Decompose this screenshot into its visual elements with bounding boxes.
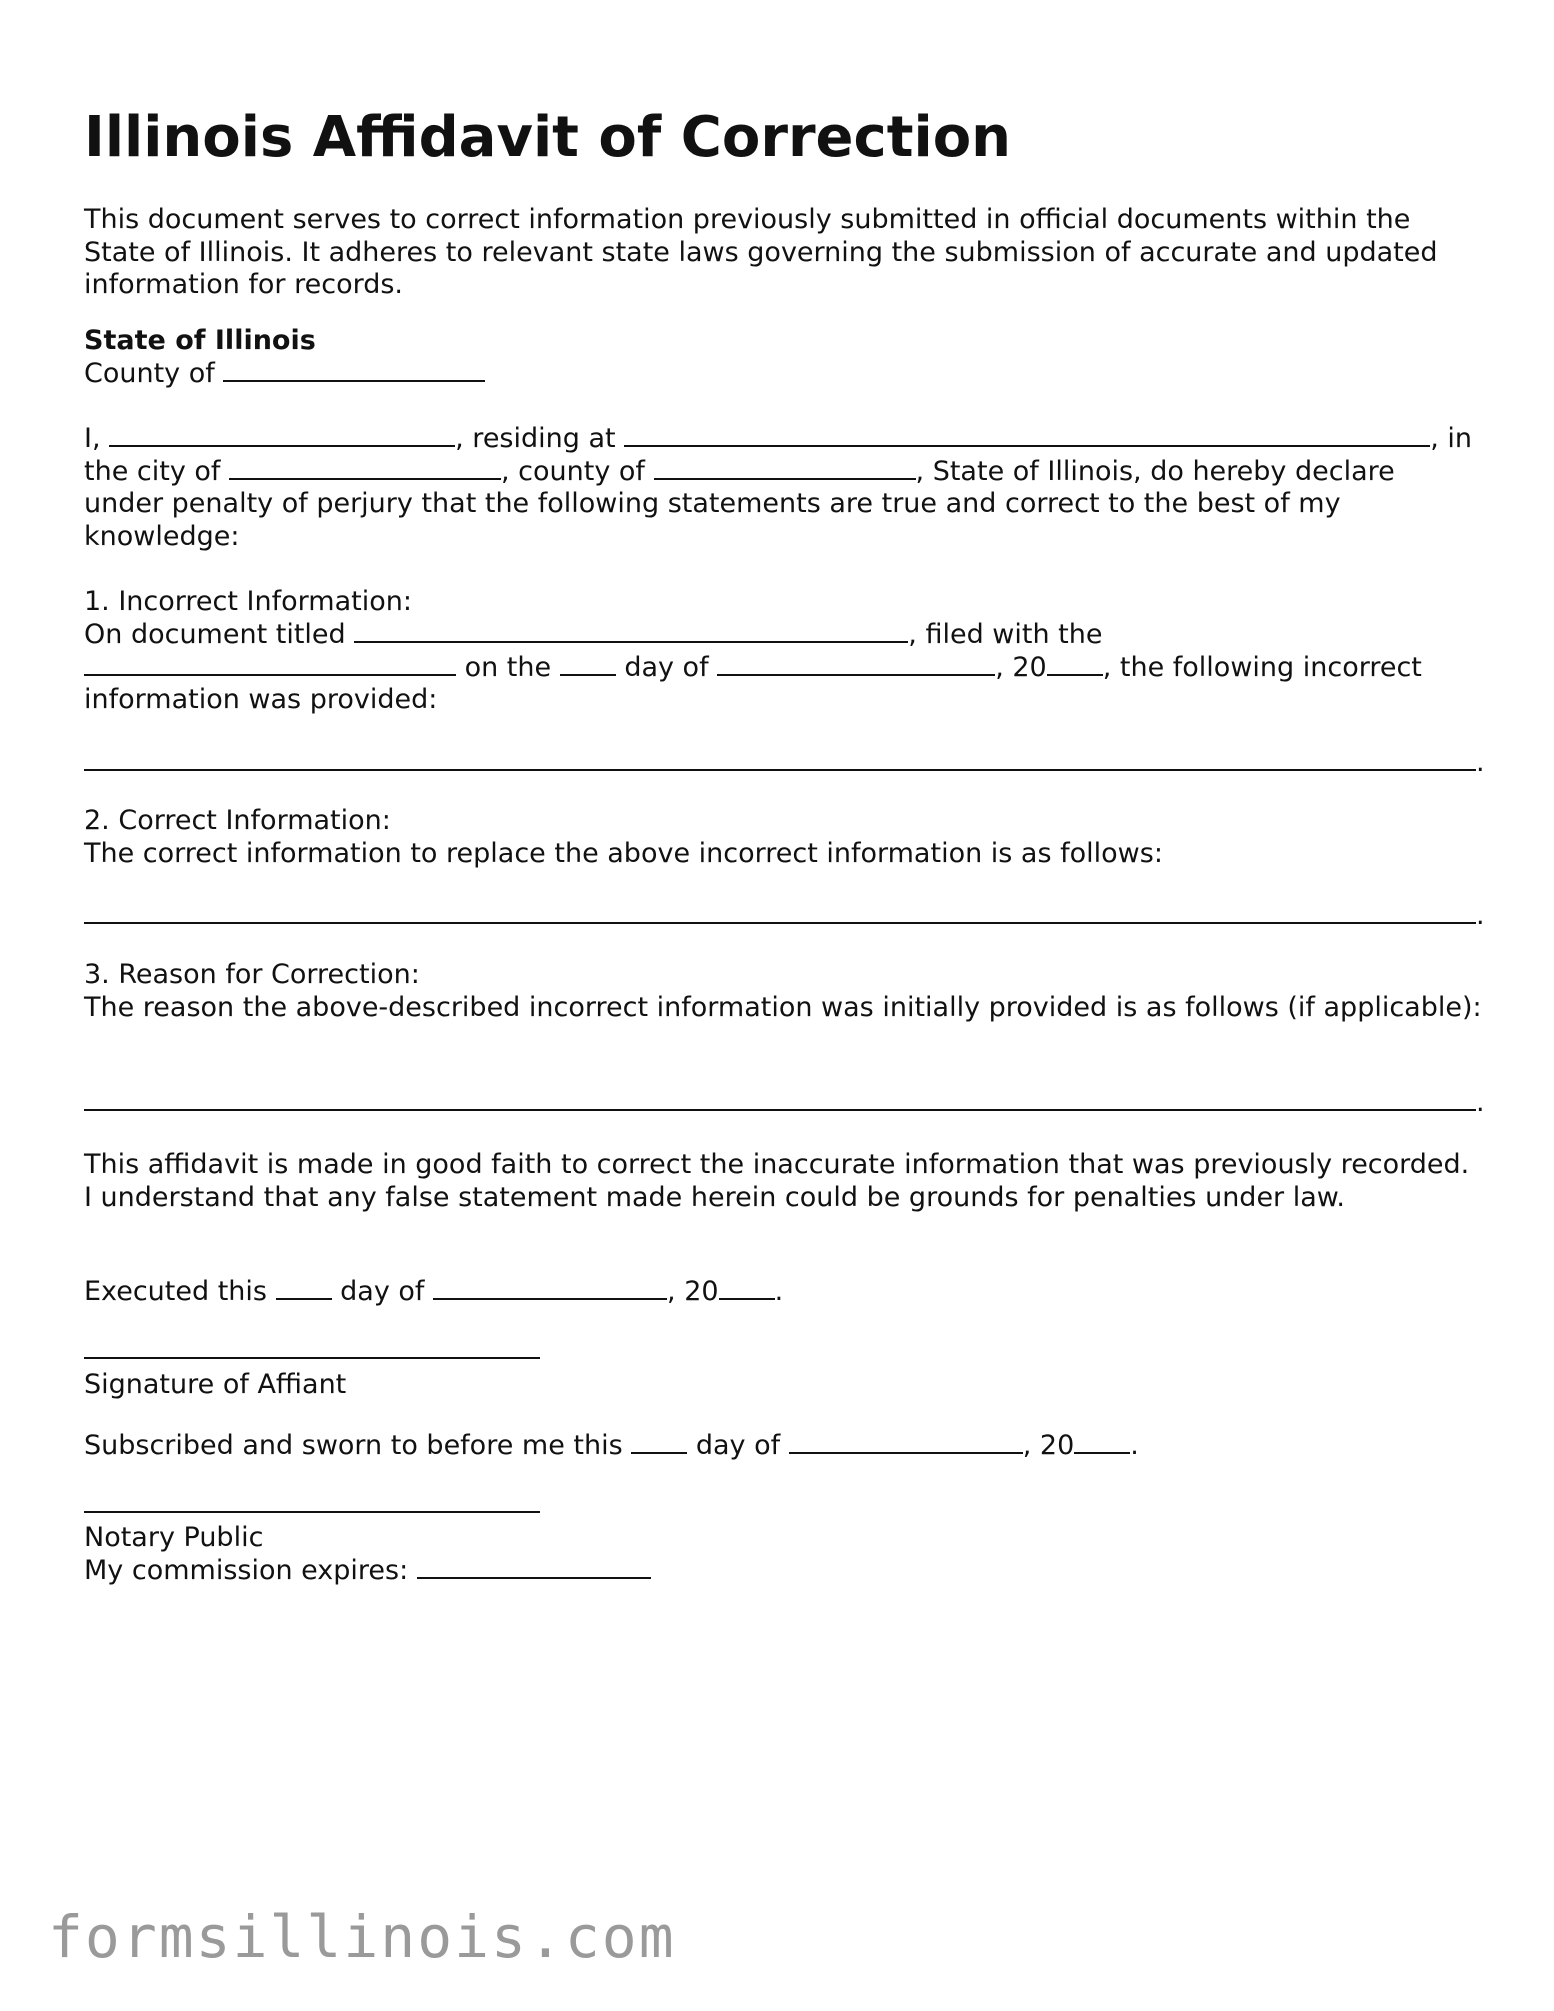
residing-at-label: , residing at xyxy=(455,423,616,454)
sworn-period: . xyxy=(1130,1430,1139,1461)
sworn-day-of: day of xyxy=(695,1430,781,1461)
commission-label: My commission expires: xyxy=(84,1555,409,1586)
county-of-label: , county of xyxy=(501,456,645,487)
document-title-blank[interactable] xyxy=(354,640,908,643)
notary-signature-line xyxy=(84,1489,1484,1522)
correct-info-blank[interactable] xyxy=(84,921,1476,924)
reason-blank[interactable] xyxy=(84,1108,1476,1111)
line-period: . xyxy=(1476,1087,1485,1118)
state-declare-text: , State of Illinois, do hereby declare xyxy=(915,456,1395,487)
section1-line-1 xyxy=(84,619,1484,652)
residence-address-blank[interactable] xyxy=(624,444,1430,447)
section2-text: The correct information to replace the above incorrect information is as follows: xyxy=(84,838,1163,869)
incorrect-info-blank[interactable] xyxy=(84,768,1476,771)
filed-with-label: , filed with the xyxy=(908,619,1103,650)
declaration-line-1 xyxy=(84,423,1484,456)
executed-line xyxy=(84,1276,1484,1309)
section1-line-3: information was provided: xyxy=(84,684,438,715)
executed-year-prefix: , 20 xyxy=(667,1276,719,1307)
reason-line xyxy=(84,1087,1484,1120)
sworn-year-blank[interactable] xyxy=(1074,1451,1130,1454)
filed-day-blank[interactable] xyxy=(560,673,616,676)
filed-month-blank[interactable] xyxy=(717,673,995,676)
executed-day-blank[interactable] xyxy=(276,1297,332,1300)
sworn-month-blank[interactable] xyxy=(789,1451,1023,1454)
section2-heading: 2. Correct Information: xyxy=(84,805,391,836)
section3-text: The reason the above-described incorrect information was initially provided is as follows (if applicable): xyxy=(84,992,1482,1023)
executed-month-blank[interactable] xyxy=(433,1297,667,1300)
commission-line xyxy=(84,1555,1484,1588)
county-of-blank[interactable] xyxy=(654,477,916,480)
city-label: the city of xyxy=(84,456,221,487)
signature-line xyxy=(84,1335,1484,1368)
sworn-label: Subscribed and sworn to before me this xyxy=(84,1430,623,1461)
in-label: , in xyxy=(1430,423,1472,454)
intro-paragraph: This document serves to correct information previously submitted in official documents within the State of Illinois. It adheres to relevant state laws governing the submission of accurate and updated information for records. xyxy=(84,204,1438,300)
affiant-name-blank[interactable] xyxy=(109,444,455,447)
watermark-text: formsillinois.com xyxy=(48,1903,676,1971)
declaration-i: I, xyxy=(84,423,101,454)
following-label: , the following incorrect xyxy=(1102,652,1422,683)
county-label: County of xyxy=(84,358,215,389)
section1-heading: 1. Incorrect Information: xyxy=(84,586,412,617)
section3-heading: 3. Reason for Correction: xyxy=(84,959,420,990)
filed-year-blank[interactable] xyxy=(1047,673,1103,676)
notary-label: Notary Public xyxy=(84,1522,264,1553)
executed-day-of: day of xyxy=(340,1276,425,1307)
city-blank[interactable] xyxy=(229,477,501,480)
correct-info-line xyxy=(84,900,1484,933)
sworn-line xyxy=(84,1430,1484,1463)
section1-line-2 xyxy=(84,652,1484,685)
sworn-year-prefix: , 20 xyxy=(1022,1430,1075,1461)
state-label: State of Illinois xyxy=(84,325,316,356)
document-title: Illinois Affidavit of Correction xyxy=(84,105,1012,170)
commission-date-blank[interactable] xyxy=(417,1576,651,1579)
line-period: . xyxy=(1476,747,1485,778)
signature-label: Signature of Affiant xyxy=(84,1369,347,1400)
line-period: . xyxy=(1476,900,1485,931)
executed-year-blank[interactable] xyxy=(719,1297,775,1300)
sworn-day-blank[interactable] xyxy=(631,1451,687,1454)
doc-titled-label: On document titled xyxy=(84,619,346,650)
county-line xyxy=(84,358,1484,391)
declaration-rest: under penalty of perjury that the following statements are true and correct to the best of my knowledge: xyxy=(84,488,1341,552)
county-blank[interactable] xyxy=(223,379,485,382)
notary-signature-blank[interactable] xyxy=(84,1510,540,1513)
good-faith-paragraph: This affidavit is made in good faith to correct the inaccurate information that was previously recorded. I understand that any false statement made herein could be grounds for penalties under law. xyxy=(84,1149,1470,1213)
year-prefix: , 20 xyxy=(995,652,1047,683)
day-of-label: day of xyxy=(624,652,709,683)
executed-period: . xyxy=(774,1276,784,1307)
filed-with-blank[interactable] xyxy=(84,673,456,676)
on-the-label: on the xyxy=(464,652,552,683)
signature-blank[interactable] xyxy=(84,1356,540,1359)
incorrect-info-line xyxy=(84,747,1484,780)
executed-label: Executed this xyxy=(84,1276,267,1307)
declaration-line-2 xyxy=(84,456,1484,489)
